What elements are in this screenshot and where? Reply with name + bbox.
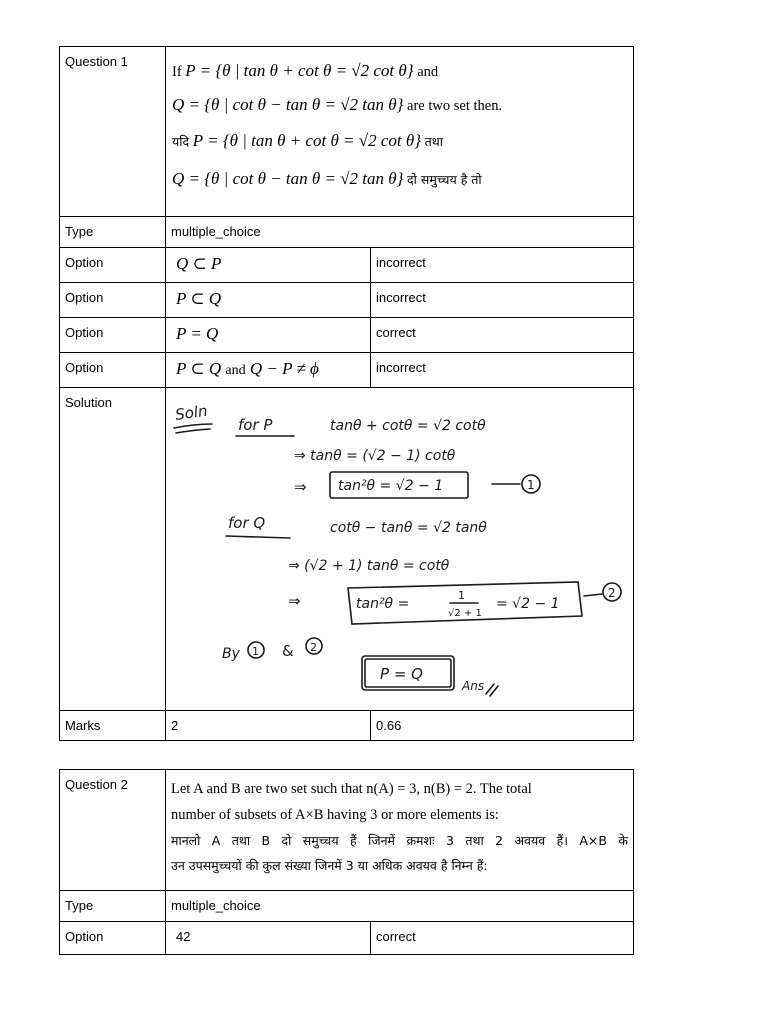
soln-underline-2 [176,429,210,433]
marks-label: Marks [60,711,166,741]
option-status: incorrect [371,353,634,388]
for-q-text: for Q [228,514,266,532]
ans-text: Ans [462,679,485,693]
soln-underline [174,424,212,428]
p-line-1: tanθ + cotθ = √2 cotθ [330,418,486,434]
marks-value: 2 [166,711,371,741]
option-text: P ⊂ Q and Q − P ≠ ϕ [166,353,371,388]
option-status: correct [371,318,634,353]
mark-2-arrow [584,594,602,596]
option-text: P = Q [166,318,371,353]
question-2-table [59,769,634,955]
mark-2: 2 [608,586,616,600]
q-frac-num: 1 [458,589,465,602]
q-line-3a: tan²θ = [356,596,410,612]
solution-label: Solution [60,388,166,711]
q-frac-den: √2 + 1 [448,608,482,619]
ans-flourish [486,684,498,696]
question-text [166,770,634,891]
for-q-underline [226,536,290,538]
type-label: Type [60,891,166,922]
question-line-4-hindi: Q = {θ | cot θ − tan θ = √2 tan θ} दो समुच्चय है तो [172,169,482,188]
q-line-3-arrow: ⇒ [288,592,301,610]
option-status: incorrect [371,283,634,318]
option-row [60,922,634,955]
amp-text: & [282,642,294,660]
p-line-2: ⇒ tanθ = (√2 − 1) cotθ [294,448,456,464]
q-line-3b: = √2 − 1 [496,596,560,612]
question-line-1: If P = {θ | tan θ + cot θ = √2 cot θ} and [172,61,439,80]
question-label: Question 2 [60,770,166,891]
option-label: Option [60,248,166,283]
question-line-3-hindi: मानलो A तथा B दो समुच्चय हैं जिनमें क्रमशः 3 तथा 2 अवयव हैं। A×B के [171,833,628,848]
by-mark-1: 1 [252,645,259,658]
by-text: By [222,646,240,662]
soln-text: Soln [174,401,209,424]
by-mark-2: 2 [310,641,317,654]
type-value: multiple_choice [166,891,634,922]
option-text: Q ⊂ P [166,248,371,283]
p-line-3: tan²θ = √2 − 1 [338,478,444,494]
option-row [60,248,634,283]
question-line-3-hindi: यदि P = {θ | tan θ + cot θ = √2 cot θ} तथा [172,131,444,150]
mark-1: 1 [527,478,535,492]
for-p-text: for P [238,416,273,434]
question-text [166,47,634,217]
question-label: Question 1 [60,47,166,217]
option-label: Option [60,922,166,955]
option-status: incorrect [371,248,634,283]
question-line-1: Let A and B are two set such that n(A) = 3, n(B) = 2. The total [171,781,532,797]
marks-negative: 0.66 [371,711,634,741]
question-1-table [59,46,634,741]
option-text: 42 [166,922,371,955]
p-line-3-arrow: ⇒ [294,478,307,496]
option-row [60,318,634,353]
type-label: Type [60,217,166,248]
option-row [60,283,634,318]
option-status: correct [371,922,634,955]
question-line-4-hindi: उन उपसमुच्चयों की कुल संख्या जिनमें 3 या अधिक अवयव है निम्न हैं: [171,858,488,873]
question-line-2: number of subsets of A×B having 3 or more elements is: [171,807,499,823]
option-label: Option [60,353,166,388]
handwritten-solution [166,388,632,708]
option-text: P ⊂ Q [166,283,371,318]
solution-image [166,388,634,711]
type-value: multiple_choice [166,217,634,248]
option-label: Option [60,318,166,353]
question-line-2: Q = {θ | cot θ − tan θ = √2 tan θ} are two set then. [172,95,503,114]
result-text: P = Q [380,665,423,683]
option-label: Option [60,283,166,318]
q-line-1: cotθ − tanθ = √2 tanθ [330,520,487,536]
q-line-2: ⇒ (√2 + 1) tanθ = cotθ [288,558,450,574]
option-row [60,353,634,388]
